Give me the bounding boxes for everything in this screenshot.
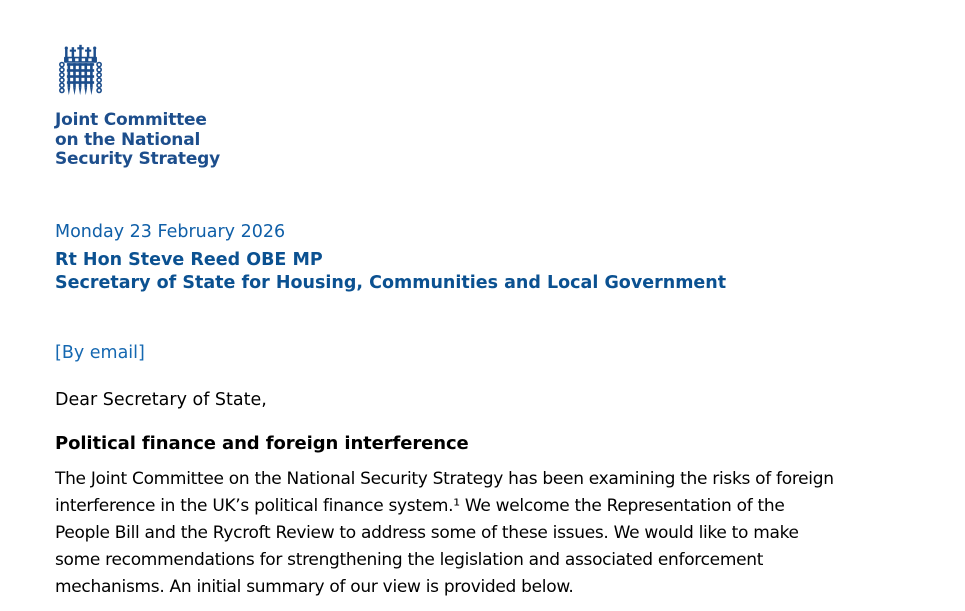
subject-heading: Political finance and foreign interference [55, 433, 469, 455]
delivery-note: [By email] [55, 342, 145, 363]
salutation: Dear Secretary of State, [55, 389, 267, 410]
committee-name-line: on the National [55, 129, 201, 150]
recipient-name: Rt Hon Steve Reed OBE MP [55, 250, 323, 270]
committee-name-line: Security Strategy [55, 149, 221, 169]
letterhead [55, 42, 220, 170]
recipient-block [55, 249, 726, 294]
body-line: mechanisms. An initial summary of our view is provided below. [55, 577, 574, 597]
body-line: interference in the UK’s political finance system.¹ We welcome the Representation of the [55, 496, 785, 516]
portcullis-icon [57, 42, 104, 105]
body-paragraph [55, 466, 834, 601]
committee-name-line: Joint Committee [55, 110, 207, 130]
body-line: some recommendations for strengthening the legislation and associated enforcement [55, 550, 764, 570]
letter-date: Monday 23 February 2026 [55, 221, 286, 242]
recipient-title: Secretary of State for Housing, Communities and Local Government [55, 272, 727, 293]
body-line: People Bill and the Rycroft Review to address some of these issues. We would like to make [55, 523, 799, 543]
body-line: The Joint Committee on the National Security Strategy has been examining the risks of foreign [55, 469, 834, 489]
committee-name [55, 111, 220, 170]
